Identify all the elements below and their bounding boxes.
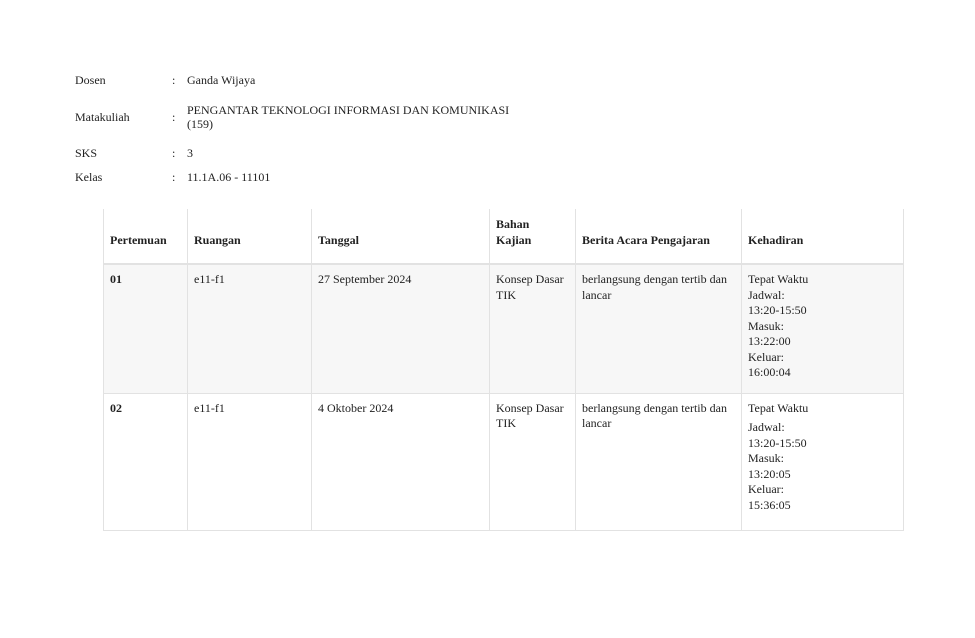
kelas-separator: : bbox=[172, 170, 176, 184]
header-pertemuan: Pertemuan bbox=[104, 209, 188, 264]
sks-value: 3 bbox=[187, 146, 193, 160]
header-ruangan: Ruangan bbox=[188, 209, 312, 264]
course-info bbox=[75, 72, 595, 185]
dosen-separator: : bbox=[172, 73, 176, 87]
table-row bbox=[104, 264, 904, 393]
keluar-label: Keluar: bbox=[748, 349, 784, 364]
cell-pertemuan: 02 bbox=[104, 393, 188, 530]
cell-bahan-kajian: Konsep Dasar TIK bbox=[490, 393, 576, 530]
masuk-label: Masuk: bbox=[748, 318, 784, 333]
header-berita-acara: Berita Acara Pengajaran bbox=[576, 209, 742, 264]
matakuliah-label: Matakuliah bbox=[75, 110, 130, 124]
dosen-label: Dosen bbox=[75, 73, 106, 87]
dosen-value: Ganda Wijaya bbox=[187, 73, 256, 87]
jadwal-value: 13:20-15:50 bbox=[748, 435, 807, 450]
cell-bahan-kajian: Konsep Dasar TIK bbox=[490, 264, 576, 393]
attendance-table-container bbox=[103, 209, 903, 531]
keluar-value: 15:36:05 bbox=[748, 497, 791, 512]
cell-tanggal: 4 Oktober 2024 bbox=[312, 393, 490, 530]
info-row-kelas bbox=[75, 169, 595, 185]
jadwal-label: Jadwal: bbox=[748, 287, 785, 302]
info-row-sks bbox=[75, 145, 595, 161]
info-row-dosen bbox=[75, 72, 595, 88]
sks-separator: : bbox=[172, 146, 176, 160]
keluar-label: Keluar: bbox=[748, 482, 784, 496]
matakuliah-value: PENGANTAR TEKNOLOGI INFORMASI DAN KOMUNIKASI (159) bbox=[187, 103, 510, 131]
cell-kehadiran bbox=[742, 393, 904, 530]
cell-kehadiran bbox=[742, 264, 904, 393]
info-row-matakuliah bbox=[75, 103, 595, 131]
table-row bbox=[104, 393, 904, 530]
keluar-value: 16:00:04 bbox=[748, 365, 791, 379]
header-bahan-kajian: Bahan Kajian bbox=[490, 209, 576, 264]
cell-ruangan: e11-f1 bbox=[188, 393, 312, 530]
jadwal-value: 13:20-15:50 bbox=[748, 303, 807, 317]
matakuliah-separator: : bbox=[172, 110, 176, 124]
cell-berita-acara: berlangsung dengan tertib dan lancar bbox=[576, 393, 742, 530]
jadwal-label: Jadwal: bbox=[748, 420, 785, 434]
header-tanggal: Tanggal bbox=[312, 209, 490, 264]
kelas-value: 11.1A.06 - 11101 bbox=[187, 170, 271, 184]
table-header-row bbox=[104, 209, 904, 264]
cell-tanggal: 27 September 2024 bbox=[312, 264, 490, 393]
masuk-value: 13:20:05 bbox=[748, 466, 791, 481]
cell-pertemuan: 01 bbox=[104, 264, 188, 393]
kehadiran-status: Tepat Waktu bbox=[748, 272, 809, 286]
sks-label: SKS bbox=[75, 146, 98, 160]
masuk-label: Masuk: bbox=[748, 451, 784, 465]
attendance-table bbox=[103, 209, 904, 531]
cell-berita-acara: berlangsung dengan tertib dan lancar bbox=[576, 264, 742, 393]
cell-ruangan: e11-f1 bbox=[188, 264, 312, 393]
kehadiran-status: Tepat Waktu bbox=[748, 400, 809, 415]
header-kehadiran: Kehadiran bbox=[742, 209, 904, 264]
kelas-label: Kelas bbox=[75, 170, 103, 184]
masuk-value: 13:22:00 bbox=[748, 334, 791, 348]
